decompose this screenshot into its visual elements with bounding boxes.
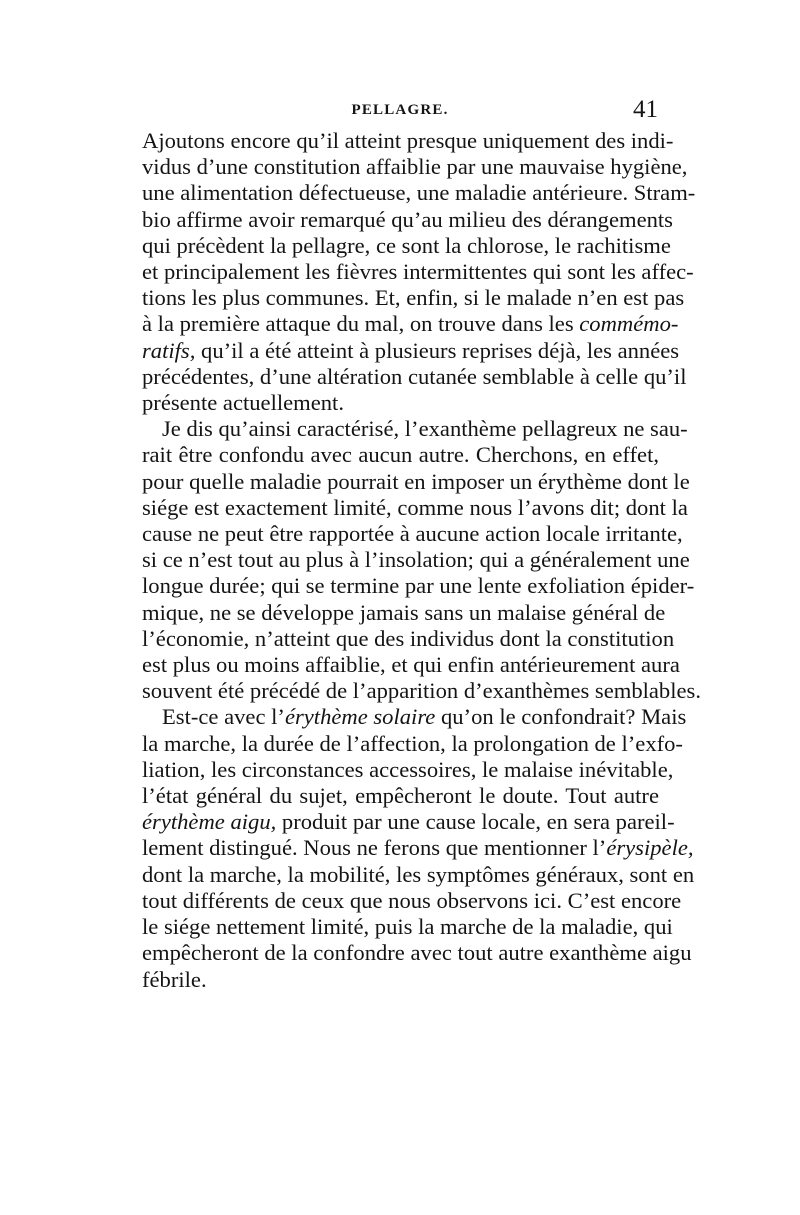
paragraph — [142, 416, 701, 704]
text-run: tout différents de ceux que nous observons ici. C’est encore — [142, 887, 682, 913]
text-run: Je dis qu’ainsi caractérisé, l’exanthème pellagreux ne sau- — [162, 416, 688, 442]
text-line — [142, 363, 687, 390]
text-run: lement distingué. Nous ne ferons que mentionner l’ — [142, 835, 607, 861]
text-line — [142, 521, 683, 547]
text-line — [142, 625, 675, 652]
text-line — [142, 311, 679, 337]
text-line — [142, 756, 674, 783]
text-run: rait être confondu avec aucun autre. Cherchons, en effet, — [142, 442, 659, 468]
text-run: et principalement les fièvres intermittentes qui sont les affec- — [142, 259, 694, 285]
text-run: une alimentation défectueuse, une maladie antérieure. Stram- — [142, 180, 696, 206]
text-run: cause ne peut être rapportée à aucune action locale irritante, — [142, 521, 683, 547]
paragraph — [142, 128, 696, 416]
text-run: le siége nettement limité, puis la marche de la maladie, qui — [142, 914, 673, 940]
italic-term: érysipèle, — [606, 835, 694, 861]
text-run: vidus d’une constitution affaiblie par une mauvaise hygiène, — [142, 154, 688, 180]
text-line — [142, 468, 690, 495]
text-run: produit par une cause locale, en sera pareil- — [276, 809, 675, 835]
text-run: l’état général du sujet, empêcheront le doute. Tout autre — [142, 783, 659, 809]
text-line — [142, 285, 685, 311]
text-line — [142, 861, 695, 888]
text-run: la marche, la durée de l’affection, la prolongation de l’exfo- — [142, 730, 683, 756]
text-run: mique, ne se développe jamais sans un malaise général de — [142, 599, 666, 625]
text-run: précédentes, d’une altération cutanée semblable à celle qu’il — [142, 363, 687, 389]
text-run: qui précèdent la pellagre, ce sont la chlorose, le rachitisme — [142, 232, 671, 258]
text-run: bio affirme avoir remarqué qu’au milieu des dérangements — [142, 206, 673, 232]
text-run: siége est exactement limité, comme nous l’avons dit; dont la — [142, 494, 688, 520]
body-text — [142, 128, 701, 993]
text-line — [142, 390, 659, 416]
text-line — [142, 573, 695, 599]
text-run: Ajoutons encore qu’il atteint presque uniquement des indi- — [142, 128, 674, 153]
text-line — [142, 652, 680, 678]
text-run: tions les plus communes. Et, enfin, si le malade n’en est pas — [142, 285, 685, 311]
text-run: présente actuellement. — [142, 390, 344, 416]
text-line — [142, 783, 659, 809]
text-run: qu’on le confondrait? Mais — [435, 704, 687, 730]
text-run: est plus ou moins affaiblie, et qui enfin antérieurement aura — [142, 652, 680, 678]
text-run: empêcheront de la confondre avec tout autre exanthème aigu — [142, 940, 692, 966]
text-run: souvent été précédé de l’apparition d’exanthèmes semblables. — [142, 678, 701, 704]
text-line — [142, 730, 683, 757]
italic-term: érythème solaire — [284, 704, 436, 730]
text-run: dont la marche, la mobilité, les symptômes généraux, sont en — [142, 861, 695, 887]
text-run: fébrile. — [142, 966, 207, 992]
text-line — [142, 154, 688, 180]
running-title: PELLAGRE. — [351, 102, 449, 118]
text-run: liation, les circonstances accessoires, le malaise inévitable, — [142, 756, 674, 782]
text-run: qu’il a été atteint à plusieurs reprises déjà, les années — [195, 337, 680, 363]
italic-term: érythème aigu, — [142, 809, 277, 835]
text-run: l’économie, n’atteint que des individus dont la constitution — [142, 625, 675, 651]
text-line — [142, 128, 674, 154]
paragraph — [142, 704, 695, 992]
text-line — [142, 494, 688, 521]
text-run: longue durée; qui se termine par une lente exfoliation épider- — [142, 573, 695, 599]
text-run: si ce n’est tout au plus à l’insolation; qui a généralement une — [142, 547, 690, 573]
text-line — [142, 259, 694, 285]
text-line — [142, 599, 666, 626]
text-line — [142, 442, 659, 468]
text-line — [142, 940, 692, 966]
text-line — [142, 914, 673, 940]
text-line — [142, 416, 688, 442]
text-line — [142, 232, 671, 259]
text-line — [142, 547, 690, 573]
italic-term: ratifs, — [142, 337, 196, 363]
text-line — [142, 180, 696, 206]
text-line — [142, 809, 675, 835]
italic-term: commémo- — [579, 311, 679, 337]
text-run: pour quelle maladie pourrait en imposer un érythème dont le — [142, 468, 690, 494]
text-line — [142, 887, 682, 914]
text-line — [142, 967, 659, 993]
text-line — [142, 678, 701, 704]
text-line — [142, 206, 673, 233]
text-line — [142, 337, 680, 364]
running-head — [142, 96, 658, 126]
text-line — [142, 704, 687, 730]
page-number: 41 — [633, 96, 658, 123]
text-run: à la première attaque du mal, on trouve dans les — [142, 311, 580, 337]
text-line — [142, 835, 694, 861]
text-run: Est-ce avec l’ — [162, 704, 285, 730]
